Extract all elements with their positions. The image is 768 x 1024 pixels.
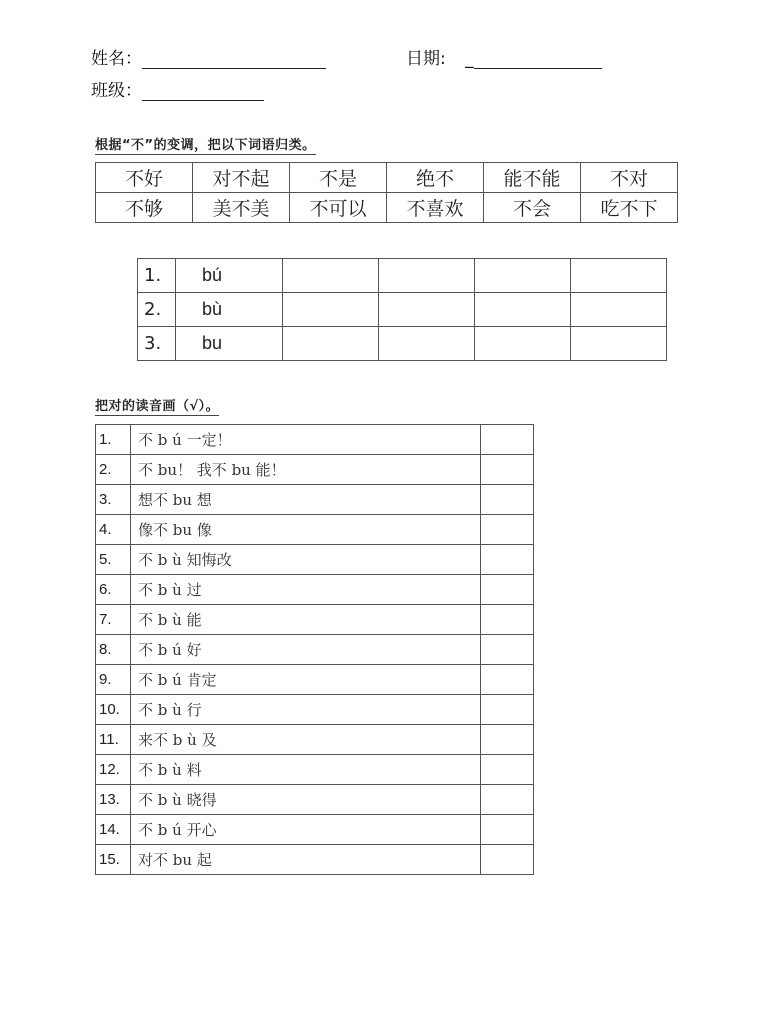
pinyin-row: [138, 293, 667, 327]
tick-box[interactable]: [481, 635, 534, 665]
check-row: [96, 845, 534, 875]
pinyin-table: [137, 258, 667, 361]
check-row: [96, 755, 534, 785]
row-number: 14.: [96, 815, 131, 845]
word-cell: 不会: [484, 193, 581, 223]
row-number: 12.: [96, 755, 131, 785]
item-text: 不 b ù 行: [131, 695, 481, 725]
row-number: 3.: [96, 485, 131, 515]
word-cell: 不是: [290, 163, 387, 193]
pinyin-row: [138, 327, 667, 361]
answer-cell[interactable]: [571, 293, 667, 327]
row-number: 5.: [96, 545, 131, 575]
pinyin-label: bù: [176, 293, 283, 327]
tick-box[interactable]: [481, 815, 534, 845]
row-number: 13.: [96, 785, 131, 815]
word-cell: 不可以: [290, 193, 387, 223]
tick-box[interactable]: [481, 425, 534, 455]
answer-cell[interactable]: [571, 259, 667, 293]
class-field: [91, 76, 264, 101]
answer-cell[interactable]: [475, 259, 571, 293]
word-cell: 不好: [96, 163, 193, 193]
row-number: 6.: [96, 575, 131, 605]
word-cell: 绝不: [387, 163, 484, 193]
tick-box[interactable]: [481, 755, 534, 785]
check-row: [96, 425, 534, 455]
answer-cell[interactable]: [475, 293, 571, 327]
item-text: 不 b ú 一定！: [131, 425, 481, 455]
item-text: 对不 bu 起: [131, 845, 481, 875]
pinyin-label: bu: [176, 327, 283, 361]
row-number: 2.: [96, 455, 131, 485]
answer-cell[interactable]: [379, 259, 475, 293]
word-cell: 不喜欢: [387, 193, 484, 223]
answer-cell[interactable]: [283, 259, 379, 293]
row-number: 2.: [138, 293, 176, 327]
item-text: 不 b ú 肯定: [131, 665, 481, 695]
check-row: [96, 815, 534, 845]
pinyin-label: bú: [176, 259, 283, 293]
word-table: [95, 162, 678, 223]
tick-box[interactable]: [481, 485, 534, 515]
tick-box[interactable]: [481, 575, 534, 605]
row-number: 11.: [96, 725, 131, 755]
date-field: [406, 44, 602, 69]
pinyin-row: [138, 259, 667, 293]
date-line[interactable]: [474, 52, 602, 69]
item-text: 不 b ù 能: [131, 605, 481, 635]
word-row: [96, 193, 678, 223]
check-row: [96, 575, 534, 605]
row-number: 15.: [96, 845, 131, 875]
word-cell: 不够: [96, 193, 193, 223]
answer-cell[interactable]: [571, 327, 667, 361]
item-text: 不 b ù 知悔改: [131, 545, 481, 575]
item-text: 想不 bu 想: [131, 485, 481, 515]
check-row: [96, 665, 534, 695]
item-text: 不 b ú 好: [131, 635, 481, 665]
word-cell: 不对: [581, 163, 678, 193]
check-row: [96, 545, 534, 575]
tick-box[interactable]: [481, 725, 534, 755]
tick-box[interactable]: [481, 665, 534, 695]
section3-instruction: 把对的读音画（√）。: [95, 395, 219, 416]
tick-box[interactable]: [481, 455, 534, 485]
class-label: 班级：: [91, 81, 142, 101]
tick-box[interactable]: [481, 545, 534, 575]
tick-box[interactable]: [481, 695, 534, 725]
row-number: 8.: [96, 635, 131, 665]
answer-cell[interactable]: [283, 293, 379, 327]
check-row: [96, 485, 534, 515]
row-number: 10.: [96, 695, 131, 725]
answer-cell[interactable]: [475, 327, 571, 361]
check-row: [96, 635, 534, 665]
tick-box[interactable]: [481, 845, 534, 875]
row-number: 1.: [138, 259, 176, 293]
row-number: 9.: [96, 665, 131, 695]
word-row: [96, 163, 678, 193]
item-text: 像不 bu 像: [131, 515, 481, 545]
answer-cell[interactable]: [283, 327, 379, 361]
date-underscore: _: [465, 49, 474, 69]
name-label: 姓名：: [91, 49, 142, 69]
row-number: 1.: [96, 425, 131, 455]
check-row: [96, 605, 534, 635]
item-text: 不 b ù 过: [131, 575, 481, 605]
answer-cell[interactable]: [379, 327, 475, 361]
check-row: [96, 725, 534, 755]
check-row: [96, 785, 534, 815]
row-number: 3.: [138, 327, 176, 361]
word-cell: 美不美: [193, 193, 290, 223]
name-field: [91, 44, 326, 69]
class-line[interactable]: [142, 84, 264, 101]
item-text: 不 bu！ 我不 bu 能！: [131, 455, 481, 485]
tick-box[interactable]: [481, 515, 534, 545]
name-line[interactable]: [142, 52, 326, 69]
check-row: [96, 695, 534, 725]
tick-box[interactable]: [481, 785, 534, 815]
word-cell: 能不能: [484, 163, 581, 193]
check-row: [96, 515, 534, 545]
check-row: [96, 455, 534, 485]
answer-cell[interactable]: [379, 293, 475, 327]
row-number: 4.: [96, 515, 131, 545]
row-number: 7.: [96, 605, 131, 635]
tick-box[interactable]: [481, 605, 534, 635]
section1-instruction: 根据“不”的变调，把以下词语归类。: [95, 134, 316, 155]
word-cell: 吃不下: [581, 193, 678, 223]
item-text: 不 b ù 晓得: [131, 785, 481, 815]
item-text: 不 b ù 料: [131, 755, 481, 785]
word-cell: 对不起: [193, 163, 290, 193]
item-text: 来不 b ù 及: [131, 725, 481, 755]
check-table: [95, 424, 534, 875]
date-label: 日期:: [406, 49, 446, 69]
item-text: 不 b ú 开心: [131, 815, 481, 845]
